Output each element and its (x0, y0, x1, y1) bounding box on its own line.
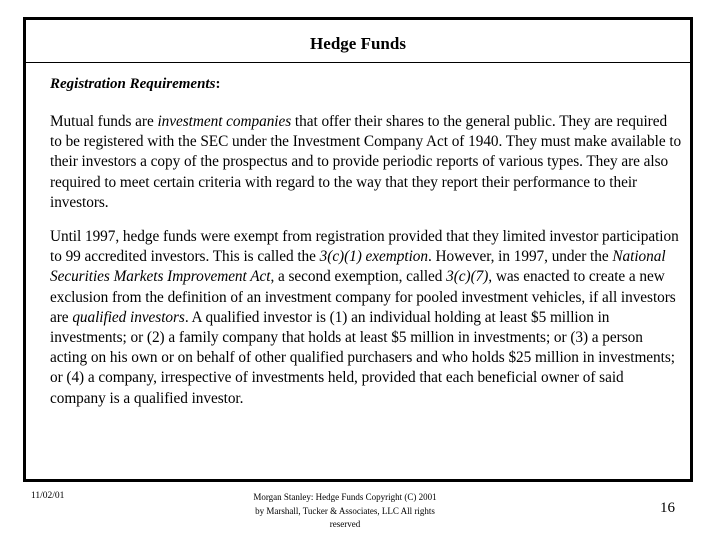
italic-term: 3(c)(7), (446, 268, 493, 286)
footer-line: by Marshall, Tucker & Associates, LLC All rights (255, 505, 435, 516)
italic-term: qualified investors (72, 308, 185, 326)
mutual-funds-paragraph (50, 112, 682, 213)
footer-copyright (220, 491, 470, 532)
text-run: Until 1997, hedge funds were exempt from registration provided that they limited investor participation to 99 accredited investors. This is called the (50, 228, 679, 266)
italic-term: 3(c)(1) exemption (319, 248, 428, 266)
footer-line: Morgan Stanley: Hedge Funds Copyright (C) 2001 (253, 492, 437, 502)
text-run: . A qualified investor is (1) an individual holding at least $5 million in investments; or (2) a family company that holds at least $5 million in investments; or (3) a person acting on his own or on behalf of other qualified purchasers and who holds $25 million in investments; or (4) a company, irrespective of investments held, provided that each beneficial owner of said company is a qualified investor. (50, 308, 675, 407)
text-run: . However, in 1997, under the (427, 248, 613, 266)
text-run: that offer their shares to the general public. They are required to be registered with the SEC under the Investment Company Act of 1940. They must make available to their investors a copy of the prospectus and to provide periodic reports of various types. They are also required to meet certain criteria with regard to the way that they report their performance to their investors. (50, 113, 682, 211)
slide-header (26, 20, 690, 63)
text-run: Mutual funds are (50, 113, 158, 130)
slide-frame (23, 17, 693, 482)
hedge-funds-exemption-paragraph (50, 227, 682, 409)
text-run: was enacted to create a new exclusion from the definition of an investment company for pooled investment vehicles, if all investors are (50, 268, 676, 326)
slide-body (50, 74, 682, 423)
section-subheading (50, 74, 682, 94)
subheading-colon: : (215, 76, 221, 92)
page-number: 16 (660, 500, 675, 516)
text-run: , a second exemption, called (270, 268, 447, 286)
italic-term: National Securities Markets Improvement Act (50, 248, 666, 286)
footer-line: reserved (329, 519, 361, 529)
slide-title: Hedge Funds (310, 34, 406, 53)
footer-date: 11/02/01 (31, 491, 65, 501)
italic-term: investment companies (157, 113, 292, 130)
subheading-label: Registration Requirements (50, 76, 216, 92)
